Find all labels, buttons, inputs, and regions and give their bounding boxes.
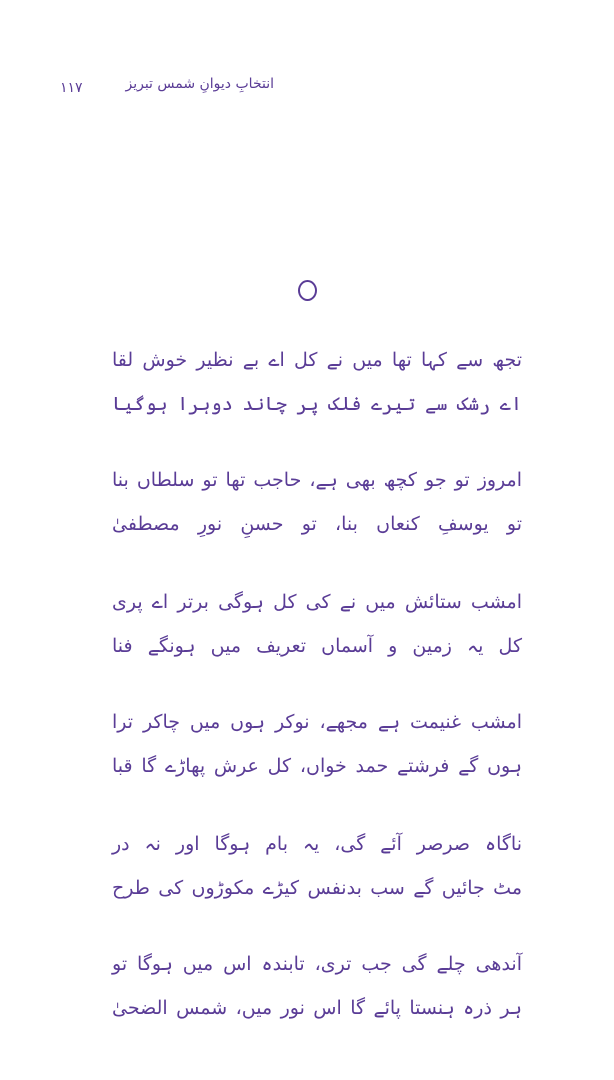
verse-line: ہر ذرہ ہنستا پائے گا اس نور میں، شمس الضحیٰ <box>112 997 522 1019</box>
verse-line: امشب ستائش میں نے کی کل ہوگی برتر اے پری <box>112 591 522 613</box>
stanza-2 <box>112 468 522 556</box>
verse-line: آندھی چلے گی جب تری، تابندہ اس میں ہوگا تو <box>112 953 522 975</box>
stanza-5 <box>112 832 522 920</box>
verse-line: ناگاہ صرصر آئے گی، یہ بام ہوگا اور نہ در <box>112 833 522 855</box>
verse-line: امروز تو جو کچھ بھی ہے، حاجب تھا تو سلطاں بنا <box>112 469 522 491</box>
running-title: انتخابِ دیوانِ شمس تبریز <box>125 76 274 92</box>
verse-line: اے رشک سے تیرے فلک پر چاند دوہرا ہوگیا <box>112 393 522 415</box>
page-number: ۱۱۷ <box>60 80 83 96</box>
stanza-6 <box>112 952 522 1040</box>
verse-line: مٹ جائیں گے سب بدنفس کیڑے مکوڑوں کی طرح <box>112 877 522 899</box>
stanza-1 <box>112 348 522 436</box>
verse-line: امشب غنیمت ہے مجھے، نوکر ہوں میں چاکر ترا <box>112 711 522 733</box>
verse-line: ہوں گے فرشتے حمد خواں، کل عرش پھاڑے گا قبا <box>112 755 522 777</box>
hollow-circle-icon <box>298 280 317 301</box>
stanza-3 <box>112 590 522 678</box>
verse-line: کل یہ زمین و آسماں تعریف میں ہونگے فنا <box>112 635 522 657</box>
verse-line: تو یوسفِ کنعاں بنا، تو حسنِ نورِ مصطفیٰ <box>112 513 522 535</box>
section-divider <box>0 280 614 305</box>
verse-line: تجھ سے کہا تھا میں نے کل اے بے نظیر خوش لقا <box>112 349 522 371</box>
page-header <box>60 76 274 102</box>
stanza-4 <box>112 710 522 798</box>
